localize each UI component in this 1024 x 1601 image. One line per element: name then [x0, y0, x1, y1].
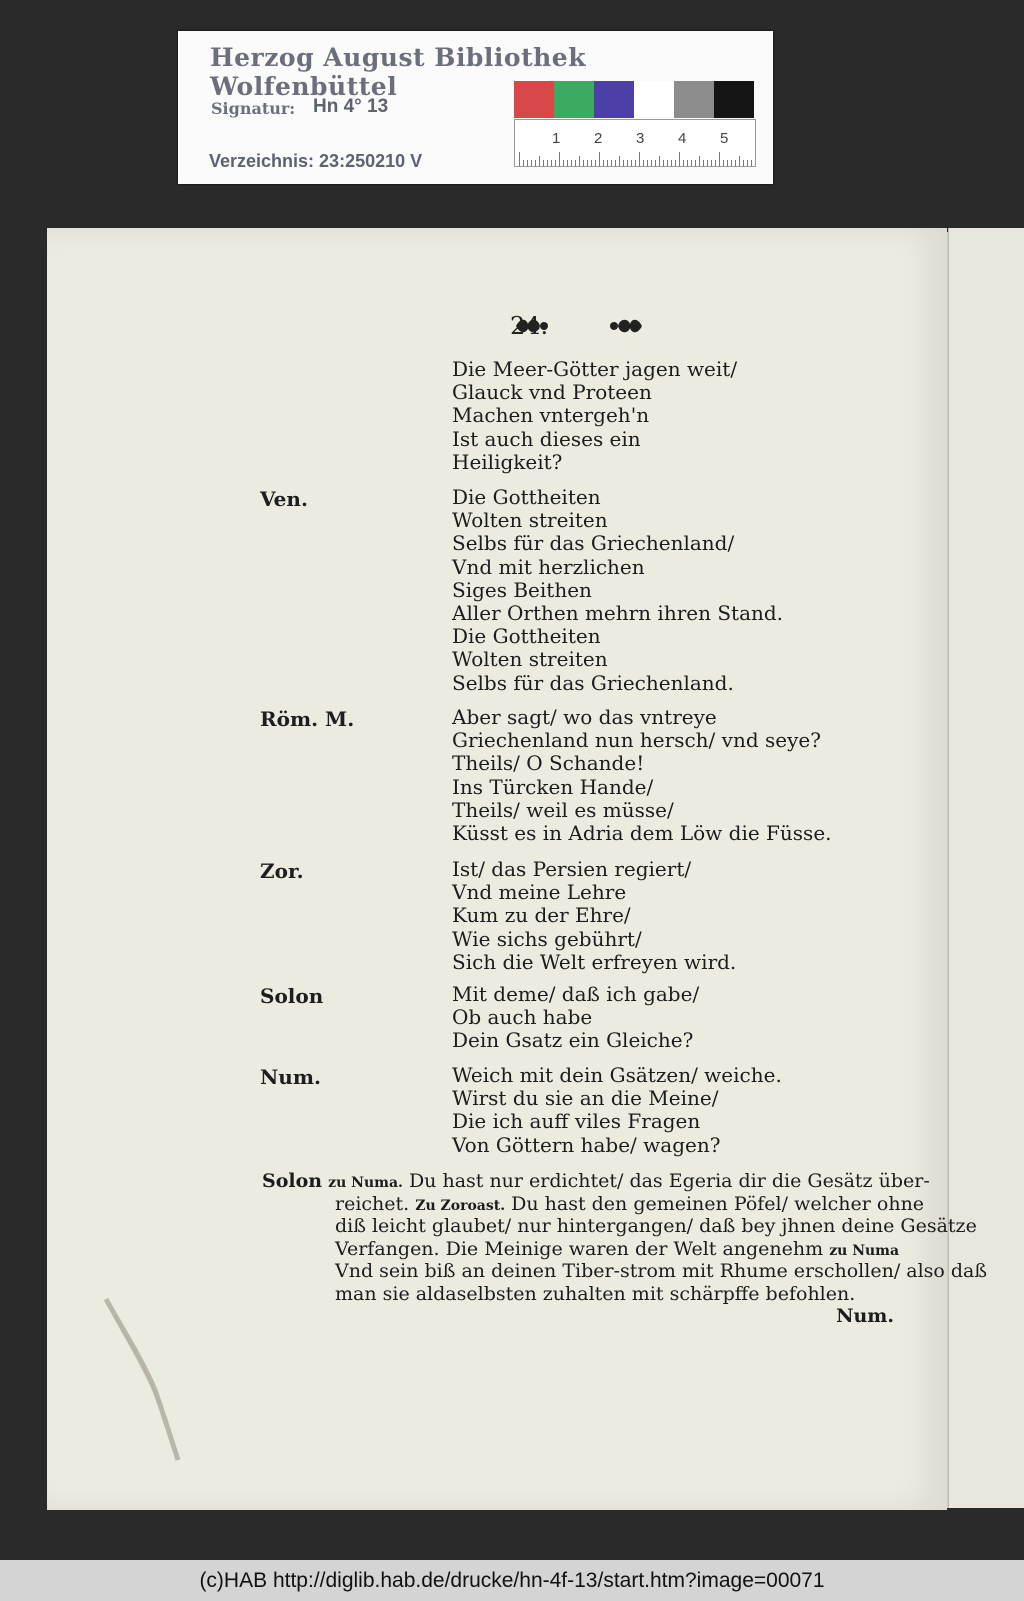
verse-line: Vnd meine Lehre	[452, 880, 627, 905]
stage-direction: zu Numa	[829, 1242, 900, 1259]
color-calibration-swatches	[514, 81, 754, 118]
ruler-tick	[655, 160, 656, 166]
footer-credit: (c)HAB http://diglib.hab.de/drucke/hn-4f-13/start.htm?image=00071	[0, 1560, 1024, 1601]
verse-line: Siges Beithen	[452, 577, 592, 602]
catchword: Num.	[836, 1305, 894, 1327]
verse-line: Vnd mit herzlichen	[452, 554, 645, 579]
verse-line: Ins Türcken Hande/	[452, 774, 654, 799]
ruler-tick	[667, 160, 668, 166]
stage-direction: zu Numa.	[328, 1175, 403, 1191]
verse-line: Selbs für das Griechenland.	[452, 670, 734, 695]
ruler-tick	[571, 160, 572, 166]
prose-line	[262, 1170, 930, 1193]
verse-line: Küsst es in Adria dem Löw die Füsse.	[452, 820, 832, 845]
ruler-number: 2	[594, 130, 603, 147]
ruler-tick	[519, 152, 520, 166]
ruler-tick	[707, 160, 708, 166]
prose-line	[262, 1192, 925, 1216]
verse-line: Theils/ weil es müsse/	[452, 797, 674, 822]
speaker-ven: Ven.	[260, 487, 308, 511]
ruler-number: 1	[552, 130, 561, 147]
ruler-number: 5	[720, 130, 729, 147]
ruler-tick	[543, 160, 544, 166]
verse-line: Kum zu der Ehre/	[452, 903, 631, 928]
ruler-tick	[539, 156, 540, 166]
ruler-tick	[551, 160, 552, 166]
ruler-tick	[599, 152, 600, 166]
color-swatch	[594, 81, 634, 118]
ruler-tick	[751, 160, 752, 166]
prose-line: Vnd sein biß an deinen Tiber-strom mit Rhume erschollen/ also daß	[335, 1260, 988, 1282]
ruler-tick	[675, 160, 676, 166]
verse-line: Von Göttern habe/ wagen?	[452, 1132, 721, 1157]
ruler-tick	[643, 160, 644, 166]
ruler-tick	[739, 156, 740, 166]
prose-text: reichet.	[335, 1192, 410, 1215]
prose-paragraph	[262, 1170, 988, 1328]
verse-line: Sich die Welt erfreyen wird.	[452, 949, 737, 974]
verse-line: Wirst du sie an die Meine/	[452, 1086, 719, 1111]
verse-line: Die ich auff viles Fragen	[452, 1109, 701, 1134]
ruler-tick	[703, 160, 704, 166]
ruler-tick	[679, 152, 680, 166]
signature-value: Hn 4° 13	[313, 96, 389, 117]
verse-line: Ist/ das Persien regiert/	[452, 857, 692, 881]
ruler-tick	[731, 160, 732, 166]
ruler-tick	[691, 160, 692, 166]
verse-line: Mit deme/ daß ich gabe/	[452, 982, 700, 1006]
color-swatch	[714, 81, 754, 118]
verse-line: Griechenland nun hersch/ vnd seye?	[452, 728, 821, 753]
ruler-tick	[663, 160, 664, 166]
speaker-rom-m: Röm. M.	[260, 707, 355, 731]
ruler-tick	[591, 160, 592, 166]
paper-stain	[100, 1295, 190, 1465]
library-label-card	[178, 31, 773, 184]
speaker-solon: Solon	[260, 984, 324, 1008]
scale-ruler	[514, 119, 756, 167]
speaker-num: Num.	[260, 1065, 321, 1089]
ruler-tick	[635, 160, 636, 166]
ruler-tick	[619, 156, 620, 166]
ruler-tick	[563, 160, 564, 166]
ruler-number: 3	[636, 130, 645, 147]
verse-line: Heiligkeit?	[452, 449, 563, 474]
ruler-tick	[587, 160, 588, 166]
ruler-tick	[615, 160, 616, 166]
page-number: 24.	[510, 312, 549, 340]
verse-line: Aller Orthen mehrn ihren Stand.	[452, 600, 784, 625]
right-ornament-icon	[608, 316, 644, 336]
prose-text: Du hast nur erdichtet/ das Egeria dir die Gesätz über-	[402, 1170, 930, 1192]
prose-text: Verfangen. Die Meinige waren der Welt angenehm	[335, 1237, 830, 1260]
ruler-tick	[531, 160, 532, 166]
ruler-tick	[611, 160, 612, 166]
ruler-tick	[659, 156, 660, 166]
ruler-tick	[547, 160, 548, 166]
ruler-number: 4	[678, 130, 687, 147]
color-swatch	[674, 81, 714, 118]
ruler-tick	[535, 160, 536, 166]
verzeichnis-id: Verzeichnis: 23:250210 V	[209, 151, 423, 171]
stanza-4-verse	[452, 858, 736, 974]
color-swatch	[514, 81, 554, 118]
verse-line: Wolten streiten	[452, 508, 608, 533]
prose-speaker: Solon	[262, 1170, 323, 1192]
verse-line: Wie sichs gebührt/	[452, 926, 642, 951]
ruler-tick	[747, 160, 748, 166]
verse-line: Die Meer-Götter jagen weit/	[452, 357, 738, 381]
ruler-tick	[631, 160, 632, 166]
signature-label: Signatur:	[211, 99, 296, 118]
ruler-tick	[575, 160, 576, 166]
color-swatch	[634, 81, 674, 118]
ruler-tick	[715, 160, 716, 166]
verse-line: Machen vntergeh'n	[452, 403, 650, 428]
verse-line: Selbs für das Griechenland/	[452, 531, 735, 556]
ruler-tick	[735, 160, 736, 166]
ruler-tick	[695, 160, 696, 166]
verse-line: Die Gottheiten	[452, 485, 601, 509]
ruler-tick	[595, 160, 596, 166]
ruler-tick	[743, 160, 744, 166]
color-swatch	[554, 81, 594, 118]
stanza-3-verse	[452, 706, 832, 845]
stanza-5-verse	[452, 983, 699, 1053]
ruler-tick	[639, 152, 640, 166]
verse-line: Die Gottheiten	[452, 624, 601, 649]
ruler-tick	[527, 160, 528, 166]
ruler-tick	[523, 160, 524, 166]
next-page	[948, 228, 1024, 1508]
prose-line	[262, 1282, 902, 1327]
speaker-zor: Zor.	[260, 859, 304, 883]
ruler-tick	[719, 152, 720, 166]
stanza-6-verse	[452, 1064, 782, 1157]
stanza-2-verse	[452, 486, 783, 695]
verse-line: Glauck vnd Proteen	[452, 380, 652, 405]
ruler-tick	[683, 160, 684, 166]
ruler-tick	[555, 160, 556, 166]
prose-line: diß leicht glaubet/ nur hintergangen/ daß bey jhnen deine Gesätze	[335, 1215, 977, 1237]
verse-line: Wolten streiten	[452, 647, 608, 672]
ruler-tick	[723, 160, 724, 166]
ruler-tick	[623, 160, 624, 166]
verse-line: Ist auch dieses ein	[452, 426, 641, 451]
prose-line	[262, 1238, 902, 1261]
ruler-tick	[647, 160, 648, 166]
ruler-tick	[603, 160, 604, 166]
verse-line: Ob auch habe	[452, 1005, 593, 1030]
ruler-tick	[651, 160, 652, 166]
verse-line: Aber sagt/ wo das vntreye	[452, 705, 717, 729]
ruler-tick	[559, 152, 560, 166]
ruler-tick	[711, 160, 712, 166]
ruler-tick	[699, 156, 700, 166]
prose-text: Du hast den gemeinen Pöfel/ welcher ohne	[505, 1192, 925, 1215]
ruler-tick	[671, 160, 672, 166]
stage-direction: Zu Zoroast.	[415, 1197, 506, 1214]
ruler-tick	[567, 160, 568, 166]
ruler-tick	[687, 160, 688, 166]
verse-line: Weich mit dein Gsätzen/ weiche.	[452, 1063, 782, 1087]
stanza-1-verse	[452, 358, 737, 474]
ruler-tick	[627, 160, 628, 166]
ruler-tick	[727, 160, 728, 166]
ruler-tick	[583, 160, 584, 166]
prose-text: man sie aldaselbsten zuhalten mit schärpffe befohlen.	[335, 1282, 856, 1305]
ruler-tick	[607, 160, 608, 166]
verse-line: Theils/ O Schande!	[452, 751, 645, 776]
ruler-tick	[579, 156, 580, 166]
verse-line: Dein Gsatz ein Gleiche?	[452, 1028, 694, 1053]
library-name: Herzog August Bibliothek Wolfenbüttel	[210, 43, 587, 101]
